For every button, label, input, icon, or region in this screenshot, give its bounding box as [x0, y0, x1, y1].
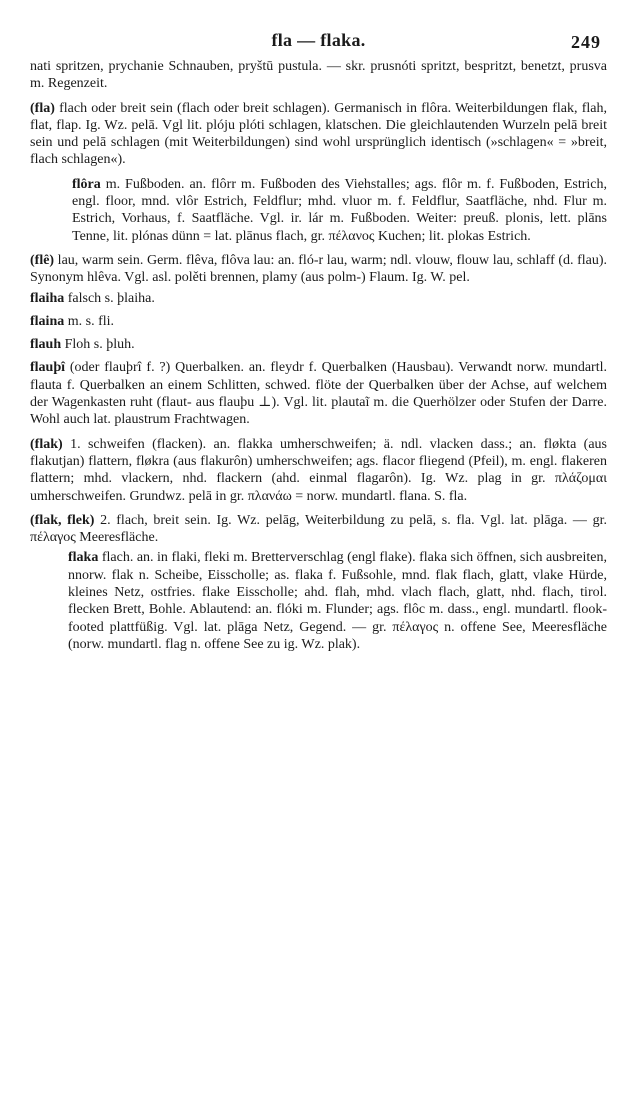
entry-text: 1. schweifen (flacken). an. flakka umherschweifen; ä. ndl. vlacken dass.; an. fløkta (aus flakutjan) flattern, fløkra (aus flakurôn) umherschweifen; ags. flacor fliegend (Pfeil), m. engl. flakeren flattern; mhd. vlackern, nhd. flackern (ahd. einmal flagarôn). Ig. Wz. plag in gr. πλάζομαι umherschweifen. Grundwz. pelā in gr. πλανάω = norw. mundartl. flana. S. fla. — [30, 436, 607, 504]
entry-flaiha — [30, 290, 607, 307]
running-title: fla — flaka. — [271, 30, 366, 50]
headword: flauþî — [30, 360, 66, 376]
entry-text: nati spritzen, prychanie Schnauben, pryštū pustula. — skr. prusnóti spritzt, bespritzt, benetzt, prusva m. Regenzeit. — [30, 59, 607, 92]
entry-text: falsch s. þlaiha. — [64, 290, 155, 306]
entry-text: m. Fußboden. an. flôrr m. Fußboden des Viehstalles; ags. flôr m. f. Fußboden, Estrich, engl. floor, mnd. vlôr Estrich, Feldflur; mhd. vluor m. f. Feldflur, Saatfläche, nhd. Flur m. Estrich, Vorhaus, f. Saatfläche. Vgl. ir. lár m. Fußboden. Weiter: preuß. plonis, lett. plāns Tenne, lit. plónas dünn = lat. plānus flach, gr. πέλανος Kuchen; lit. plokas Estrich. — [72, 176, 607, 244]
headword: flaka — [68, 550, 99, 566]
entry-text: (oder flauþrî f. ?) Querbalken. an. fleydr f. Querbalken (Hausbau). Verwandt norw. mundartl. flauta f. Querbalken an einem Schlitten, schwed. flöte der Querbalken über der Achse, auf welchem der Wagenkasten ruht (flaut- aus flauþu ⊥). Vgl. lit. plautaĩ m. die Querhölzer oder Stufen der Darre. Wohl auch lat. plaustrum Frachtwagen. — [30, 360, 607, 428]
entry-flaka — [68, 549, 607, 653]
headword: flauh — [30, 337, 62, 353]
entry-flauthi — [30, 359, 607, 428]
headword: flaiha — [30, 290, 65, 306]
page-header — [30, 26, 607, 58]
entry-text: flach. an. in flaki, fleki m. Bretterverschlag (engl flake). flaka sich öffnen, sich ausbreiten, nnorw. flak n. Scheibe, Eisscholle; as. flaka f. Fußsohle, mnd. flak flach, glatt, vlake Hürde, kleines Netz, ostfries. flake Eisscholle; ahd. flah, mhd. vlach flach, glatt, nhd. flach, tirol. flecken Brett, Bohle. Ablautend: an. flóki m. Flunder; ags. flôc m. dass., engl. mundartl. flook-footed plattfüßig. Vgl. lat. plāga Netz, Gegend. — gr. πέλαγος n. offene See, Meeresfläche (norw. mundartl. flag n. offene See zu ig. Wz. plak). — [68, 550, 607, 652]
entry-flak-2 — [30, 512, 607, 547]
entry-text: 2. flach, breit sein. Ig. Wz. pelāg, Weiterbildung zu pelā, s. fla. Vgl. lat. plāga. — gr. πέλαγος Meeresfläche. — [30, 512, 607, 546]
entry-text: m. s. fli. — [64, 313, 115, 329]
entry-flaina — [30, 313, 607, 330]
entry-text: flach oder breit sein (flach oder breit schlagen). Germanisch in flôra. Weiterbildungen flak, flah, flat, flap. Ig. Wz. pelā. Vgl lit. plóju plóti schlagen, klatschen. Die gleichlautenden Wurzeln pelā breit sein und pelā schlagen (mit Weiterbildungen) sind wohl ursprünglich identisch (»schlagen« = »breit, flach schlagen«). — [30, 100, 607, 168]
entry-text: Floh s. þluh. — [61, 337, 135, 353]
headword: (fla) — [30, 100, 55, 116]
entry-flauh — [30, 336, 607, 353]
headword: (flak) — [30, 436, 63, 452]
entry-fla — [30, 100, 607, 169]
headword: (flak, flek) — [30, 512, 95, 528]
page-number: 249 — [571, 32, 601, 52]
entry-flora — [72, 176, 607, 245]
headword: flôra — [72, 176, 101, 192]
entry-text: lau, warm sein. Germ. flêva, flôva lau: an. fló-r lau, warm; ndl. vlouw, flouw lau, schlaff (d. flau). Synonym hlêva. Vgl. asl. polěti brennen, plamy (aus polm-) Flaum. Ig. W. pel. — [30, 252, 607, 286]
entry-nati — [30, 58, 607, 93]
headword: flaina — [30, 313, 65, 329]
entry-flak-1 — [30, 436, 607, 505]
headword: (flê) — [30, 252, 55, 268]
entry-fle — [30, 252, 607, 287]
